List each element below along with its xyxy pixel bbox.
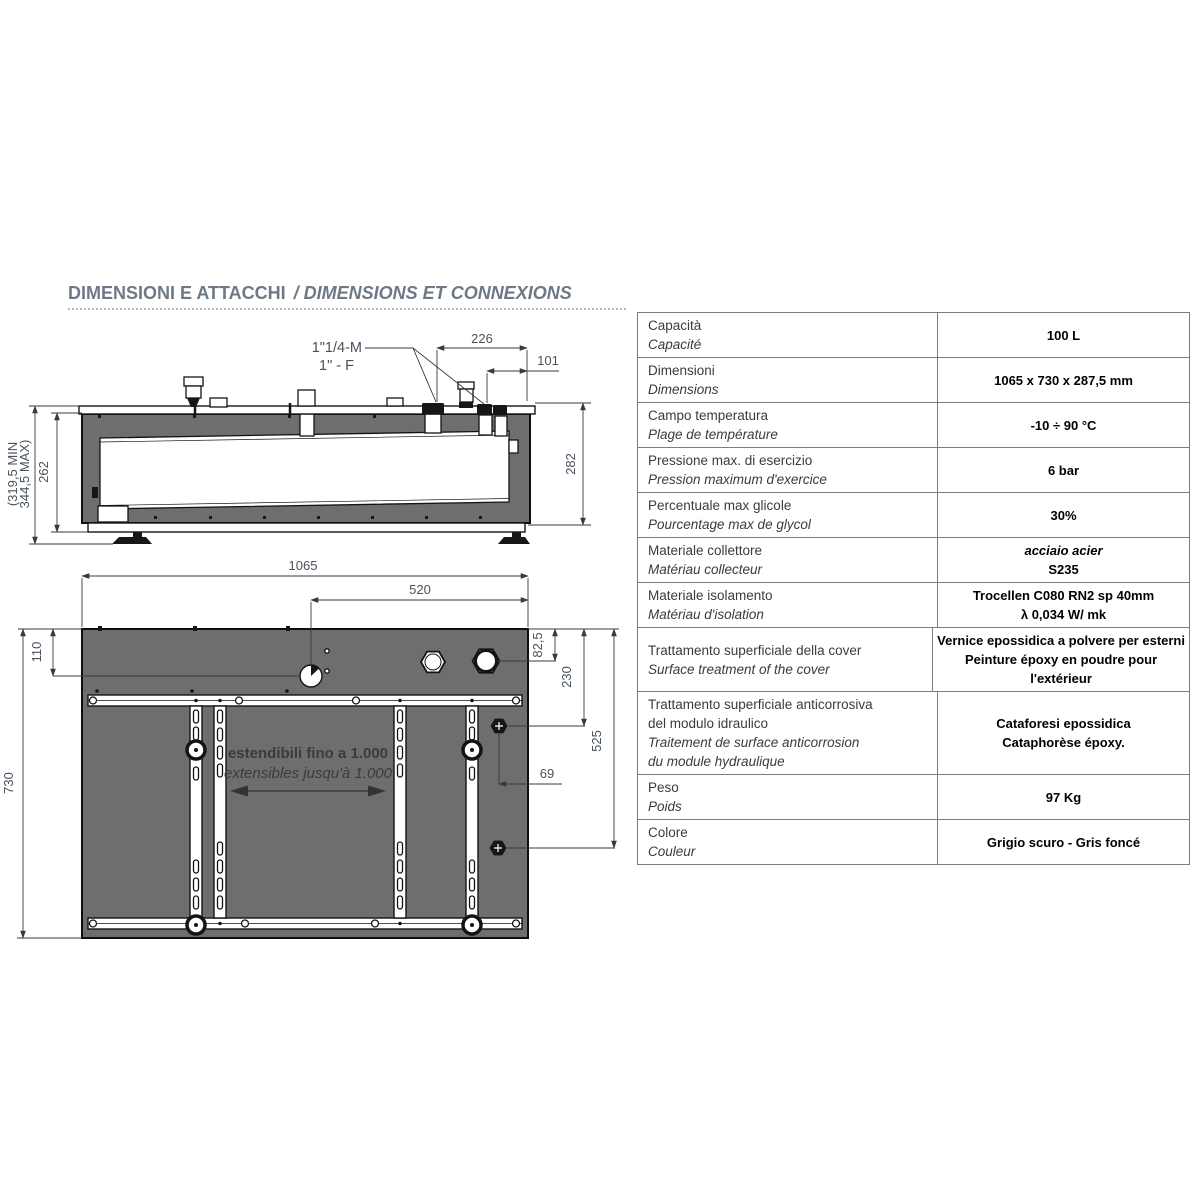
dim-1065-label: 1065 [288, 558, 318, 573]
page-title-italian: DIMENSIONI E ATTACCHI [68, 283, 286, 303]
spec-value-line: 6 bar [1047, 462, 1080, 478]
dim-82-5-label: 82,5 [530, 632, 545, 658]
extensible-note-french: extensibles jusqu'à 1.000 [224, 765, 392, 782]
spec-label-cell [638, 538, 938, 582]
spec-label-line: Matériau d'isolation [648, 607, 764, 622]
spec-label-line: Capacità [648, 318, 702, 333]
spec-value-line: acciaio acier [1024, 543, 1103, 558]
fitting-size-label-2: 1" - F [319, 358, 354, 374]
spec-value-cell [933, 628, 1189, 691]
mounting-rail-top [88, 695, 522, 706]
dim-max-label: 344,5 MAX) [17, 439, 32, 509]
spec-label-cell [638, 448, 938, 492]
spec-label-line: Poids [648, 799, 682, 814]
spec-label-line: Surface treatment of the cover [648, 661, 830, 677]
spec-label-line: Colore [648, 825, 688, 840]
spec-label-line: Plage de température [648, 427, 778, 442]
spec-label-line: del modulo idraulico [648, 716, 769, 731]
safety-valve [184, 377, 203, 407]
spec-label-cell [638, 628, 933, 691]
dim-262-label: 262 [36, 461, 51, 483]
spec-value-cell [938, 820, 1189, 864]
spec-row [638, 775, 1189, 820]
spec-row [638, 820, 1189, 865]
spec-label-cell [638, 820, 938, 864]
spec-value-line: λ 0,034 W/ mk [1020, 607, 1107, 622]
spec-row [638, 538, 1189, 583]
spec-value-line: l'extérieur [1030, 671, 1092, 686]
spec-label-line: Percentuale max glicole [648, 498, 792, 513]
spec-label-cell [638, 692, 938, 774]
spec-label-cell [638, 775, 938, 819]
spec-label-line: Matériau collecteur [648, 562, 763, 577]
spec-label-line: Campo temperatura [648, 408, 769, 423]
spec-label-line: Materiale isolamento [648, 588, 773, 603]
dim-min-label: (319,5 MIN [5, 441, 20, 507]
spec-label-line: Capacité [648, 337, 702, 352]
dim-101-label: 101 [537, 353, 559, 368]
spec-label-line: Traitement de surface anticorrosion [648, 735, 860, 750]
spec-label-line: Trattamento superficiale della cover [648, 642, 862, 658]
bottom-plate [88, 523, 525, 532]
dim-110-label: 110 [29, 641, 44, 663]
spec-value-line: S235 [1048, 562, 1079, 577]
spec-value-cell [938, 313, 1189, 357]
connection-stub [210, 398, 227, 407]
spec-label-line: Pression maximum d'exercice [648, 472, 827, 487]
spec-value-cell [938, 692, 1189, 774]
fitting-size-label-1: 1"1/4-M [311, 340, 362, 356]
spec-value-line: 1065 x 730 x 287,5 mm [994, 372, 1133, 388]
spec-label-cell [638, 583, 938, 627]
top-view [1, 558, 619, 938]
spec-label-line: Trattamento superficiale anticorrosiva [648, 697, 873, 712]
spec-value-cell [938, 403, 1189, 447]
spec-value-line: Peinture époxy en poudre pour [965, 652, 1158, 667]
spec-label-cell [638, 493, 938, 537]
hex-connection-1 [421, 652, 445, 673]
spec-value-line: 30% [1050, 507, 1077, 523]
spec-row [638, 448, 1189, 493]
spec-value-line: 100 L [1046, 327, 1081, 343]
spec-label-line: Dimensions [648, 382, 719, 397]
front-view [5, 331, 591, 544]
connection-stub-2 [387, 398, 403, 406]
dim-730-label: 730 [1, 772, 16, 794]
spec-label-line: Couleur [648, 844, 696, 859]
spec-label-line: Pressione max. di esercizio [648, 453, 813, 468]
dim-520-label: 520 [409, 582, 431, 597]
dim-226-label: 226 [471, 331, 493, 346]
page-title-french: / DIMENSIONS ET CONNEXIONS [293, 283, 572, 303]
spec-row [638, 628, 1189, 692]
spec-table [637, 312, 1190, 865]
feet [112, 532, 530, 544]
spec-value-line: Grigio scuro - Gris foncé [986, 834, 1141, 850]
spec-value-line: -10 ÷ 90 °C [1030, 417, 1097, 433]
center-connection [298, 390, 315, 406]
spec-value-line: Cataphorèse époxy. [1002, 735, 1125, 750]
spec-value-cell [938, 448, 1189, 492]
inner-panel [100, 431, 509, 509]
spec-value-line: 97 Kg [1045, 789, 1082, 805]
spec-value-line: Vernice epossidica a polvere per esterni [937, 633, 1185, 648]
spec-label-line: Dimensioni [648, 363, 715, 378]
spec-row [638, 493, 1189, 538]
spec-row [638, 692, 1189, 775]
spec-label-line: Peso [648, 780, 679, 795]
spec-label-cell [638, 403, 938, 447]
spec-value-cell [938, 538, 1189, 582]
spec-row [638, 583, 1189, 628]
spec-value-cell [938, 583, 1189, 627]
dim-525-label: 525 [589, 730, 604, 752]
spec-row [638, 358, 1189, 403]
spec-label-cell [638, 358, 938, 402]
spec-label-line: Pourcentage max de glycol [648, 517, 811, 532]
dim-230-label: 230 [559, 666, 574, 688]
spec-label-line: Materiale collettore [648, 543, 763, 558]
spec-label-cell [638, 313, 938, 357]
dim-282-label: 282 [563, 453, 578, 475]
spec-value-cell [938, 358, 1189, 402]
pipe-fitting-female [477, 404, 492, 415]
spec-value-line: Cataforesi epossidica [996, 716, 1131, 731]
technical-drawing [0, 0, 640, 1000]
spec-value-line: Trocellen C080 RN2 sp 40mm [972, 588, 1155, 603]
pipe-fitting-female-2 [493, 405, 507, 415]
spec-label-line: du module hydraulique [648, 754, 785, 769]
spec-row [638, 403, 1189, 448]
hex-connection-2 [473, 649, 500, 672]
spec-value-cell [938, 775, 1189, 819]
extensible-note-italian: estendibili fino a 1.000 [227, 745, 389, 762]
spec-row [638, 313, 1189, 358]
spec-value-cell [938, 493, 1189, 537]
mounting-rail-bottom [88, 918, 522, 929]
pipe-fitting-male [422, 403, 444, 414]
dim-69-label: 69 [539, 766, 555, 781]
